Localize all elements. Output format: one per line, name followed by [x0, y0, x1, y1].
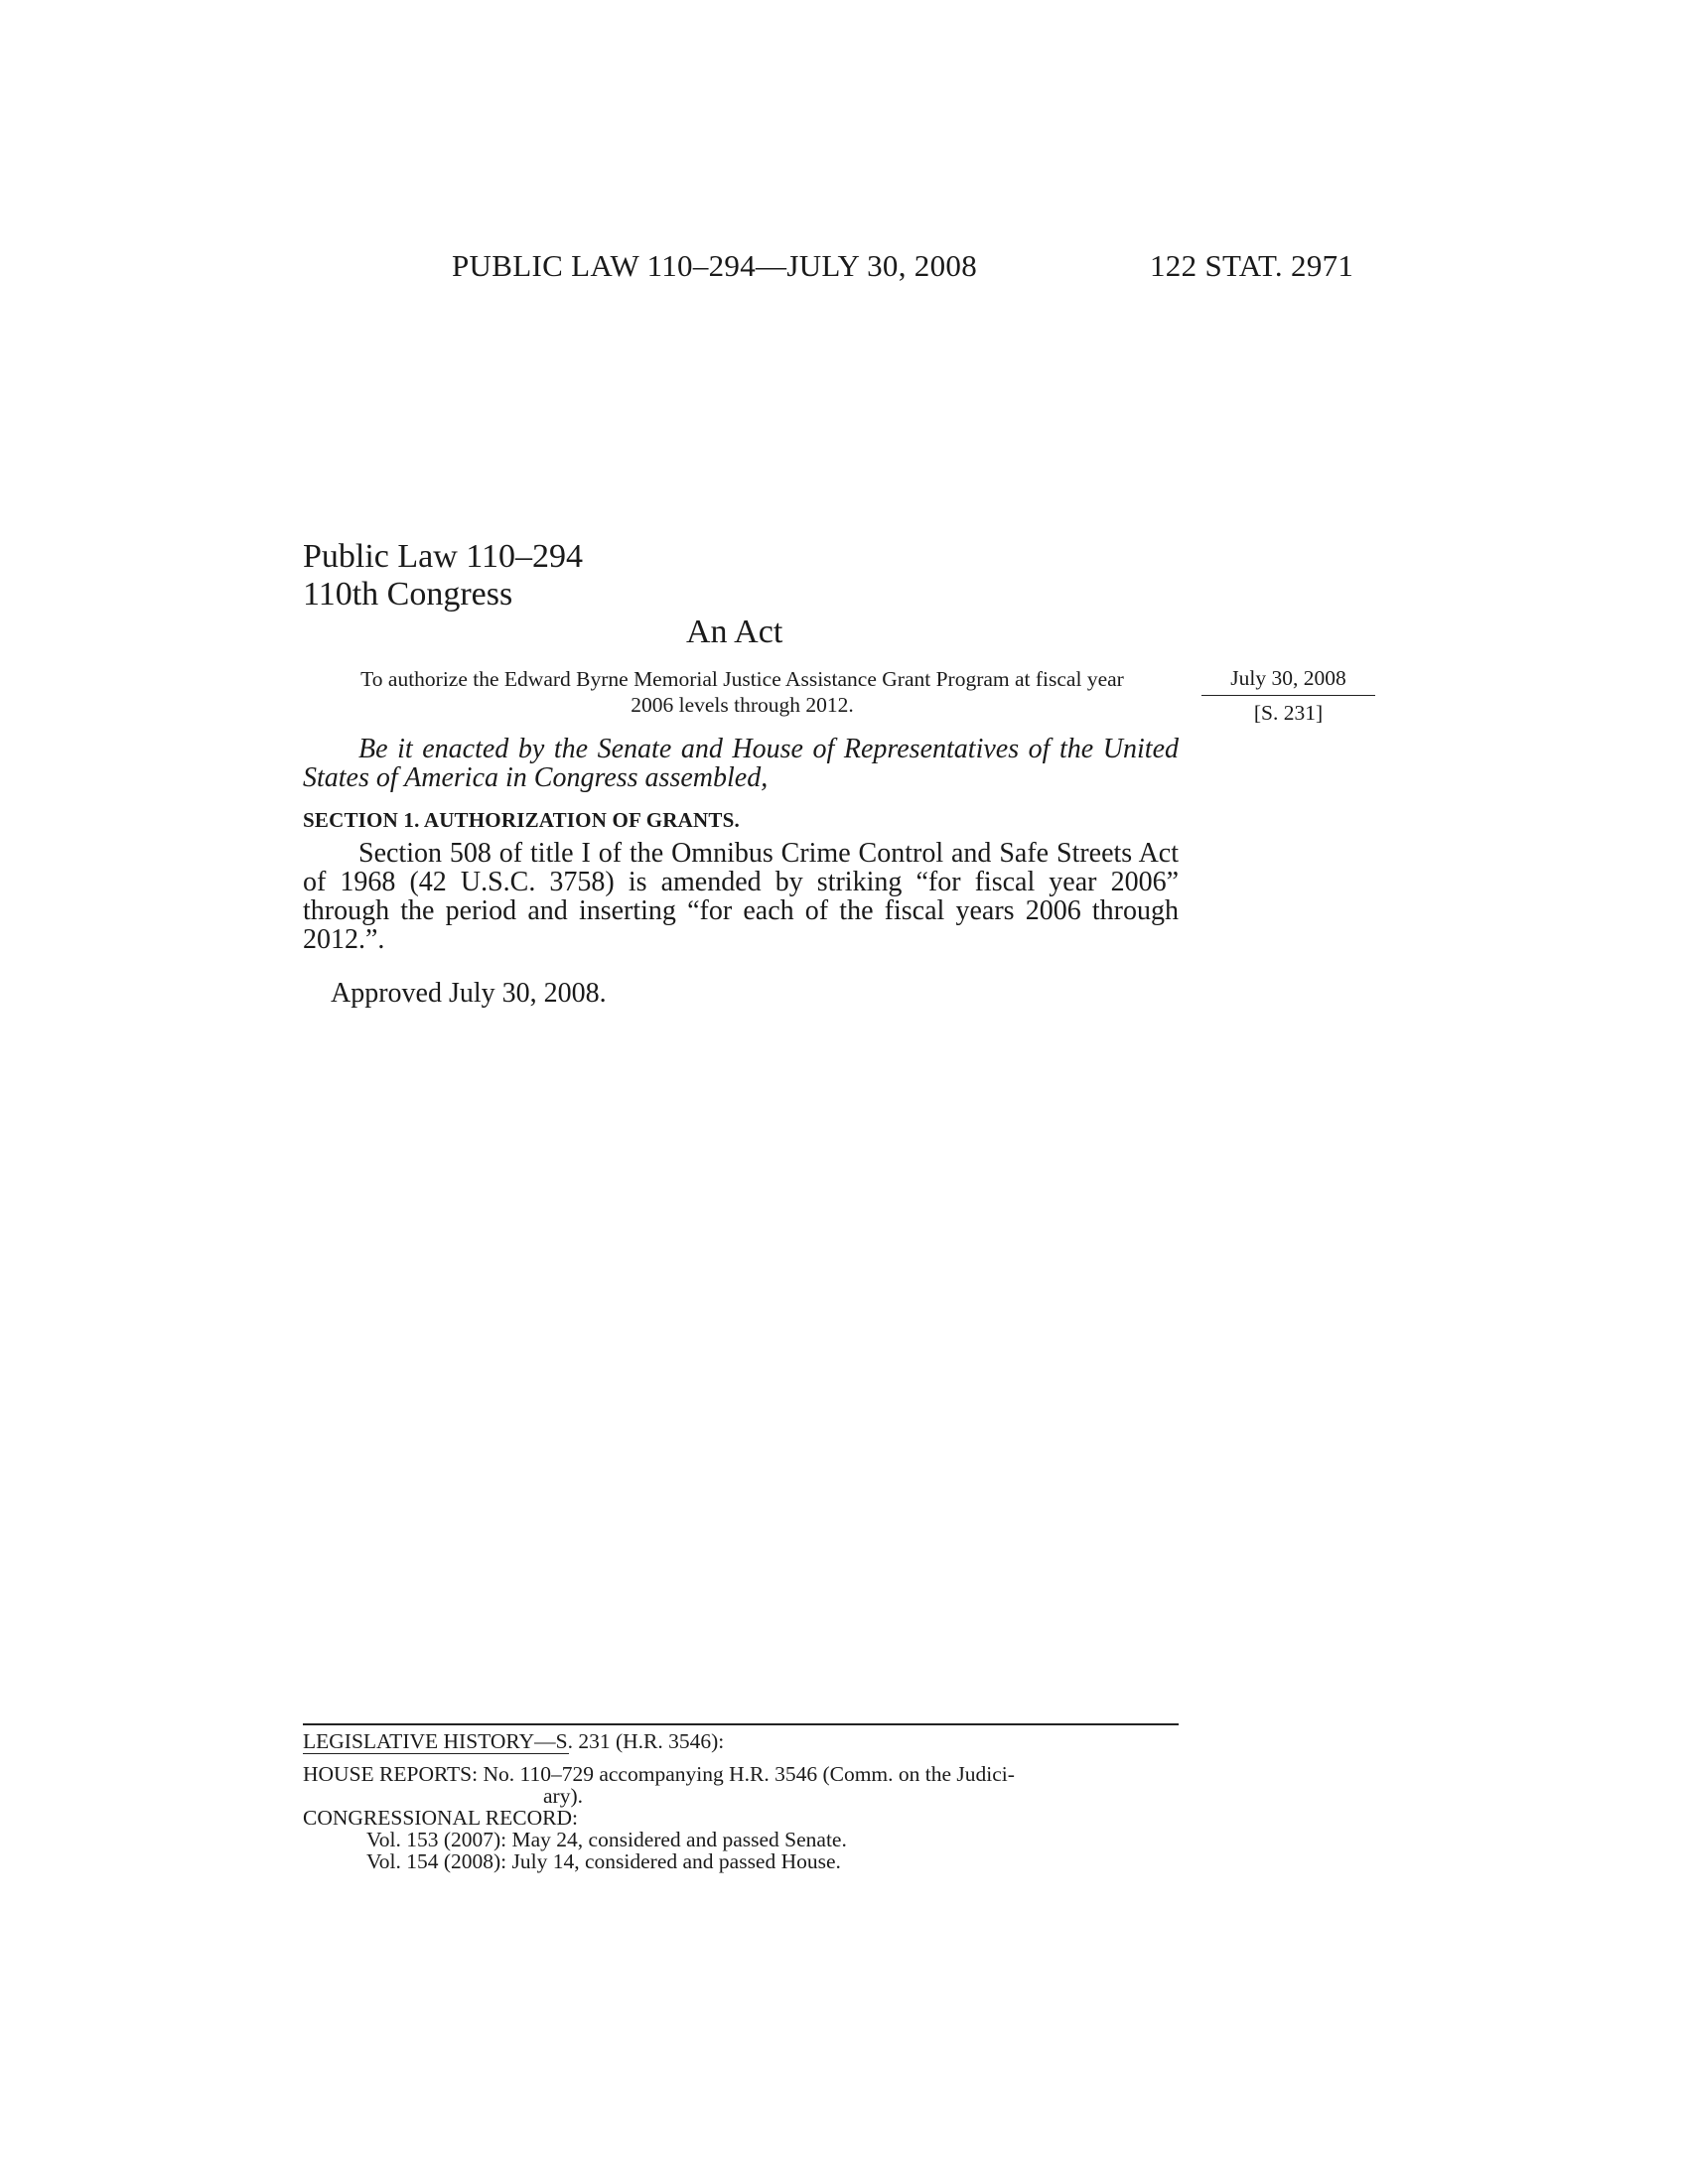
record-entry: Vol. 154 (2008): July 14, considered and passed House. — [366, 1849, 841, 1873]
house-reports-line: HOUSE REPORTS: No. 110–729 accompanying H.R. 3546 (Comm. on the Judici- — [303, 1762, 1015, 1786]
law-number: Public Law 110–294 — [303, 538, 584, 575]
margin-note-date: July 30, 2008 — [1230, 666, 1346, 690]
footer-divider — [303, 1723, 1179, 1725]
house-reports-continuation: ary). — [543, 1784, 583, 1808]
record-entry: Vol. 153 (2007): May 24, considered and passed Senate. — [366, 1828, 847, 1851]
enacting-clause: Be it enacted by the Senate and House of Representatives of the United States of America in Congress assembled, — [303, 734, 1179, 793]
legislative-history-underline — [303, 1753, 569, 1754]
approval-line: Approved July 30, 2008. — [331, 978, 607, 1009]
section-text: Section 508 of title I of the Omnibus Crime Control and Safe Streets Act of 1968 (42 U.S.C. 3758) is amended by striking “for fiscal year 2006” through the period and inserting “for each of the fiscal years 2006 through 2012.”. — [303, 838, 1179, 955]
legislative-history-heading: LEGISLATIVE HISTORY—S. 231 (H.R. 3546): — [303, 1729, 725, 1753]
congressional-record-heading: CONGRESSIONAL RECORD: — [303, 1806, 578, 1830]
margin-note-bill: [S. 231] — [1253, 701, 1324, 725]
act-heading: An Act — [686, 614, 783, 650]
act-purpose: To authorize the Edward Byrne Memorial Justice Assistance Grant Program at fiscal year 2006 levels through 2012. — [360, 667, 1124, 717]
congress-label: 110th Congress — [303, 576, 513, 613]
section-heading: SECTION 1. AUTHORIZATION OF GRANTS. — [303, 808, 740, 832]
margin-note-divider — [1201, 695, 1375, 696]
statute-page-number: 122 STAT. 2971 — [1150, 248, 1354, 283]
running-header-title: PUBLIC LAW 110–294—JULY 30, 2008 — [452, 248, 978, 283]
house-reports — [303, 1763, 1179, 1807]
